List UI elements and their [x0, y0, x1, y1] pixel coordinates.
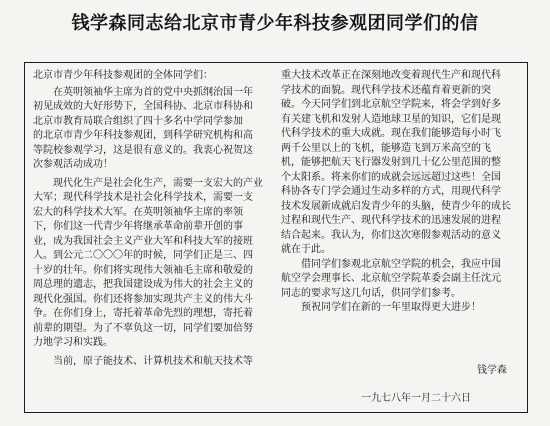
body-line: 预祝同学们在新的一年里取得更大进步！ — [301, 302, 481, 313]
body-line: 航空学会理事长、北京航空学院革委会副主任沈元 — [281, 273, 501, 284]
body-line: 初见成效的大好形势下，全国科协、北京市科协和 — [33, 101, 253, 112]
letter-frame — [24, 62, 528, 413]
body-line: 学技术的面貌。现代科学技术还蕴育着更新的突 — [281, 84, 491, 96]
body-line: 借同学们参观北京航空学院的机会，我应中国 — [301, 258, 501, 270]
body-line: 次参观活动成功！ — [33, 159, 113, 170]
signature-date: 一九七八年一月二十六日 — [361, 393, 471, 404]
body-line: 有关建飞机和发射人造地球卫星的知识，它们是现 — [281, 113, 501, 125]
body-line: 代科学技术的重大成就。现在我们能够造每小时飞 — [281, 128, 501, 139]
signature-name: 钱学森 — [477, 365, 507, 376]
body-line: 十岁的壮年。你们将实现伟大领袖毛主席和敬爱的 — [33, 264, 253, 276]
body-line: 力地学习和实践。 — [33, 337, 113, 348]
body-line: 技术发展新成就启发青少年的头脑，使青少年的成长 — [281, 200, 511, 212]
body-line: 周总理的遗志，把我国建设成为伟大的社会主义的 — [33, 279, 253, 290]
left-column — [33, 69, 271, 369]
body-line: 的北京市青少年科技参观团，到科学研究机构和高 — [33, 130, 253, 141]
body-line: 宏大的科学技术大军。在英明领袖华主席的率领 — [33, 206, 243, 218]
body-line: 机，能够把航天飞行器发射到几十亿公里范围的整 — [281, 157, 501, 168]
body-line: 同志的要求写这几句话，供同学们参考。 — [281, 287, 461, 299]
body-line: 在英明领袖华主席为首的党中央抓纲治国一年 — [53, 86, 253, 98]
body-line: 前辈的期望。为了不辜负这一切，同学们要加倍努 — [33, 322, 253, 334]
right-column — [281, 69, 519, 316]
body-line: 破。今天同学们到北京航空学院来，将会学到好多 — [281, 99, 501, 110]
body-line: 就在于此。 — [281, 244, 331, 255]
body-line: 结合起来。我认为，你们这次寒假参观活动的意义 — [281, 229, 501, 241]
body-line: 人。到公元二〇〇〇年的时候，同学们正是三、四 — [33, 250, 253, 261]
body-line: 当前，原子能技术、计算机技术和航天技术等 — [53, 355, 253, 367]
signature-block — [281, 361, 519, 404]
body-line: 重大技术改革正在深刻地改变着现代生产和现代科 — [281, 70, 501, 81]
body-line: 北京市教育局联合组织了四十多名中学同学参加 — [33, 115, 243, 127]
body-line: 下，你们这一代青少年将继承革命前辈开创的事 — [33, 221, 243, 232]
salutation: 北京市青少年科技参观团的全体同学们： — [33, 70, 213, 81]
body-line: 科协各专门学会通过生动多样的方式，用现代科学 — [281, 186, 501, 197]
body-line: 过程和现代生产、现代科学技术的迅速发展的进程 — [281, 215, 501, 226]
body-line: 个太阳系。将来你们的成就会远远超过这些！全国 — [281, 171, 501, 183]
page-title: 钱学森同志给北京市青少年科技参观团同学们的信 — [71, 13, 479, 34]
body-line: 现代化生产是社会化生产，需要一支宏大的产业 — [53, 177, 263, 189]
body-line: 业，成为我国社会主义产业大军和科技大军的接班 — [33, 235, 253, 247]
body-line: 大军；现代科学技术是社会化科学技术，需要一支 — [33, 192, 253, 203]
body-line: 等院校参观学习，这是很有意义的。我衷心祝贺这 — [33, 144, 253, 156]
body-line: 争。在你们身上，寄托着革命先烈的理想，寄托着 — [33, 308, 253, 319]
body-line: 现代化强国。你们还将参加实现共产主义的伟大斗 — [33, 293, 253, 305]
body-line: 两千公里以上的飞机，能够造飞到万米高空的飞 — [281, 142, 491, 154]
